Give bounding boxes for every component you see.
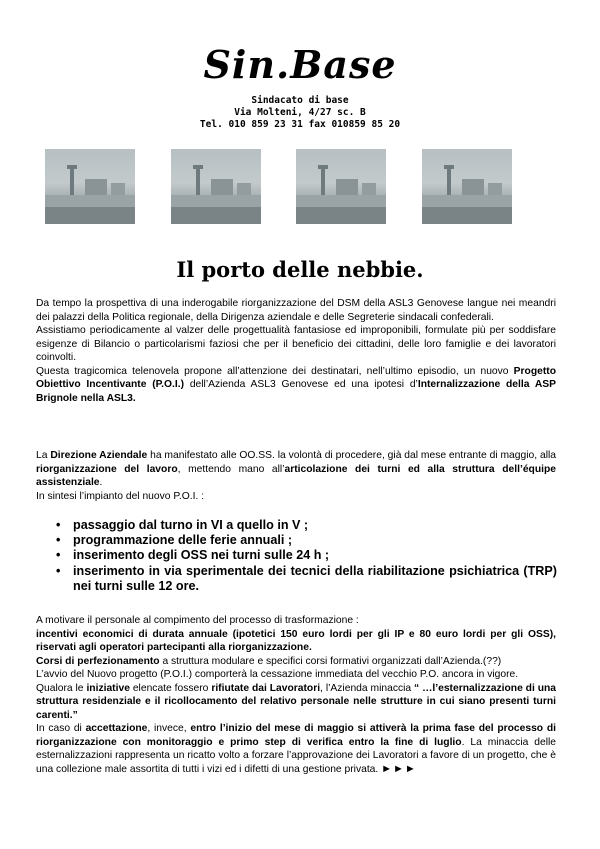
- harbor-photo: [422, 149, 512, 224]
- motivation-section: [36, 614, 556, 776]
- direzione-paragraph: La Direzione Aziendale ha manifestato alle OO.SS. la volontà di procedere, già dal mese entrante di maggio, alla riorganizzazione del lavoro, mettendo mano all’articolazione dei turni ed alla struttura dell’équipe assistenziale.: [36, 450, 557, 488]
- list-item: • inserimento in via sperimentale dei tecnici della riabilitazione psichiatrica (TRP) nei turni sulle 12 ore.: [56, 563, 557, 593]
- list-item: • passaggio dal turno in VI a quello in V ;: [56, 518, 309, 532]
- union-subtitle: Sindacato di base: [251, 95, 349, 106]
- start-paragraph: L’avvio del Nuovo progetto (P.O.I.) comporterà la cessazione immediata del vecchio P.O. ancora in vigore.: [36, 669, 519, 680]
- harbor-photo: [296, 149, 386, 224]
- page-title: Il porto delle nebbie.: [176, 257, 424, 282]
- intro-paragraph: Da tempo la prospettiva di una inderogabile riorganizzazione del DSM della ASL3 Genovese langue nei meandri dei palazzi della Politica regionale, della Dirigenza aziendale e delle Segreterie sindacali confederali.: [36, 298, 556, 323]
- harbor-photo: [45, 149, 135, 224]
- sintesi-line: In sintesi l’impianto del nuovo P.O.I. :: [36, 490, 205, 502]
- intro-section: [36, 297, 556, 405]
- courses-paragraph: Corsi di perfezionamento a struttura modulare e specifici corsi formativi organizzati dall’Azienda.(??): [36, 655, 502, 667]
- list-item: • programmazione delle ferie annuali ;: [56, 533, 293, 548]
- list-item: • inserimento degli OSS nei turni sulle 24 h ;: [56, 548, 330, 563]
- direzione-section: [36, 449, 556, 503]
- intro-paragraph: Assistiamo periodicamente al valzer delle progettualità fantasiose ed improponibili, formulate più per soddisfare esigenze di Bilancio o particolarismi faziosi che per il beneficio dei cittadini, delle loro famiglie e dei lavoratori coinvolti.: [36, 325, 556, 363]
- union-address: Via Molteni, 4/27 sc. B: [234, 107, 366, 118]
- motivation-intro: A motivare il personale al compimento del processo di trasformazione :: [36, 615, 359, 626]
- intro-paragraph: Questa tragicomica telenovela propone all’attenzione dei destinatari, nell’ultimo episodio, un nuovo Progetto Obiettivo Incentivante (P.O.I.) dell’Azienda ASL3 Genovese ed una ipotesi d’Internalizzazione della ASP Brignole nella ASL3.: [36, 365, 556, 404]
- harbor-photo: [171, 149, 261, 224]
- bullet-icon: •: [56, 533, 61, 548]
- bullet-icon: •: [56, 518, 61, 532]
- bullet-icon: •: [56, 563, 61, 578]
- union-phone: Tel. 010 859 23 31 fax 010859 85 20: [199, 119, 401, 130]
- bullet-icon: •: [56, 548, 61, 563]
- poi-bullet-list: [52, 518, 557, 594]
- acceptance-paragraph: In caso di accettazione, invece, entro l’inizio del mese di maggio si attiverà la prima fase del processo di riorganizzazione con monitoraggio e primo step di verifica entro la fine di luglio. La minaccia delle esternalizzazioni rappresenta un ricatto volto a forzare l’approvazione dei Lavoratori a favore di un progetto, che è una collezione male assortita di tutti i vizi ed i difetti di una gestione privata. ►►►: [36, 723, 556, 775]
- incentives-paragraph: incentivi economici di durata annuale (ipotetici 150 euro lordi per gli IP e 80 euro lordi per gli OSS), riservati agli operatori partecipanti alla riorganizzazione.: [36, 628, 556, 653]
- continue-arrows-icon: ►►►: [381, 762, 417, 775]
- logo: Sin.Base: [203, 42, 397, 87]
- threat-paragraph: Qualora le iniziative elencate fossero rifiutate dai Lavoratori, l’Azienda minaccia “ …l’esternalizzazione di una struttura residenziale e il ricollocamento del relativo personale nelle strutture in cui siano presenti turni carenti.”: [36, 682, 557, 721]
